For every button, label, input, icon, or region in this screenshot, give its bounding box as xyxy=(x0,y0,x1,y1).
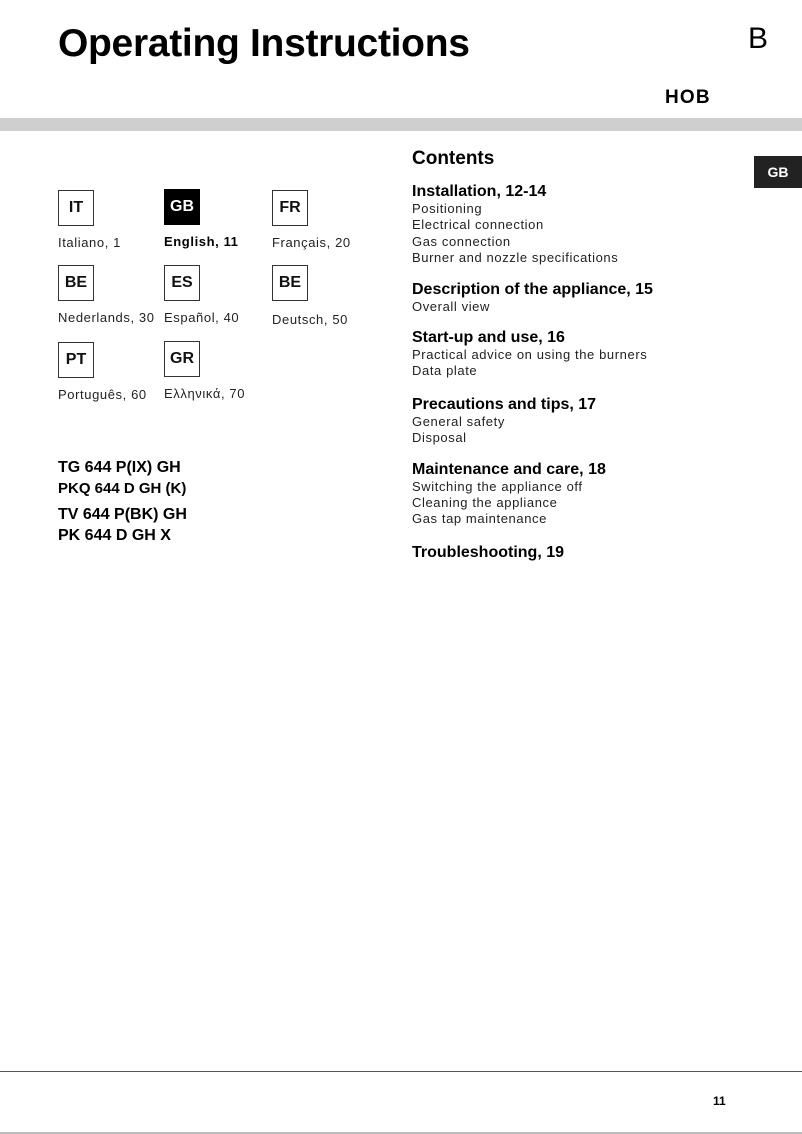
toc-section-title[interactable]: Description of the appliance, 15 xyxy=(412,280,653,298)
product-type: HOB xyxy=(665,87,711,108)
language-label: Deutsch, 50 xyxy=(272,312,348,327)
toc-item[interactable]: Gas connection xyxy=(412,233,511,249)
toc-item[interactable]: Gas tap maintenance xyxy=(412,511,547,527)
language-item-gb[interactable] xyxy=(164,189,264,249)
footer-divider xyxy=(0,1071,802,1072)
toc-section-title[interactable]: Precautions and tips, 17 xyxy=(412,395,597,413)
language-label-selected: English, 11 xyxy=(164,234,239,249)
toc-item[interactable]: Switching the appliance off xyxy=(412,478,583,494)
language-item-pt[interactable] xyxy=(58,342,158,402)
toc-item[interactable]: Overall view xyxy=(412,298,490,314)
model-list xyxy=(58,457,187,546)
toc-section xyxy=(412,544,742,562)
corner-letter: B xyxy=(748,22,769,55)
language-label: Português, 60 xyxy=(58,387,147,402)
toc-item[interactable]: General safety xyxy=(412,413,505,429)
page-title: Operating Instructions xyxy=(58,22,470,65)
toc-item[interactable]: Electrical connection xyxy=(412,217,544,233)
language-item-be-de[interactable] xyxy=(272,265,372,327)
language-code-box: PT xyxy=(58,342,94,378)
language-code-box: BE xyxy=(58,265,94,301)
language-label: Italiano, 1 xyxy=(58,235,121,250)
language-item-gr[interactable] xyxy=(164,341,264,401)
language-label: Nederlands, 30 xyxy=(58,310,155,325)
language-item-be-nl[interactable] xyxy=(58,265,158,325)
language-code-box: GR xyxy=(164,341,200,377)
toc-item[interactable]: Disposal xyxy=(412,430,467,446)
header-divider-band xyxy=(0,118,802,131)
model-number: PK 644 D GH X xyxy=(58,527,171,544)
toc-section-title[interactable]: Installation, 12-14 xyxy=(412,183,547,200)
toc-section-title[interactable]: Maintenance and care, 18 xyxy=(412,460,606,478)
language-item-fr[interactable] xyxy=(272,190,372,250)
language-code-box-selected: GB xyxy=(164,189,200,225)
toc-item[interactable]: Positioning xyxy=(412,201,483,216)
toc-item[interactable]: Practical advice on using the burners xyxy=(412,347,648,363)
model-number: PKQ 644 D GH (K) xyxy=(58,480,187,497)
toc-section xyxy=(412,329,742,380)
language-code-box: FR xyxy=(272,190,308,226)
language-label: Español, 40 xyxy=(164,310,240,325)
toc-section xyxy=(412,183,742,267)
model-number: TG 644 P(IX) GH xyxy=(58,459,181,476)
language-code-box: BE xyxy=(272,265,308,301)
table-of-contents xyxy=(412,148,742,576)
language-code-box: ES xyxy=(164,265,200,301)
toc-section xyxy=(412,461,742,528)
toc-item[interactable]: Data plate xyxy=(412,363,478,379)
language-label: Ελληνικά, 70 xyxy=(164,386,246,401)
contents-heading: Contents xyxy=(412,148,495,169)
model-number: TV 644 P(BK) GH xyxy=(58,506,187,523)
toc-item[interactable]: Burner and nozzle specifications xyxy=(412,250,619,266)
toc-section xyxy=(412,281,742,315)
language-item-it[interactable] xyxy=(58,190,158,250)
language-label: Français, 20 xyxy=(272,235,351,250)
language-code-box: IT xyxy=(58,190,94,226)
language-item-es[interactable] xyxy=(164,265,264,325)
toc-section-title[interactable]: Start-up and use, 16 xyxy=(412,329,565,347)
toc-section xyxy=(412,396,742,447)
toc-item[interactable]: Cleaning the appliance xyxy=(412,495,558,511)
language-side-tab: GB xyxy=(754,156,802,188)
page-number: 11 xyxy=(713,1094,726,1108)
toc-section-title[interactable]: Troubleshooting, 19 xyxy=(412,543,565,561)
